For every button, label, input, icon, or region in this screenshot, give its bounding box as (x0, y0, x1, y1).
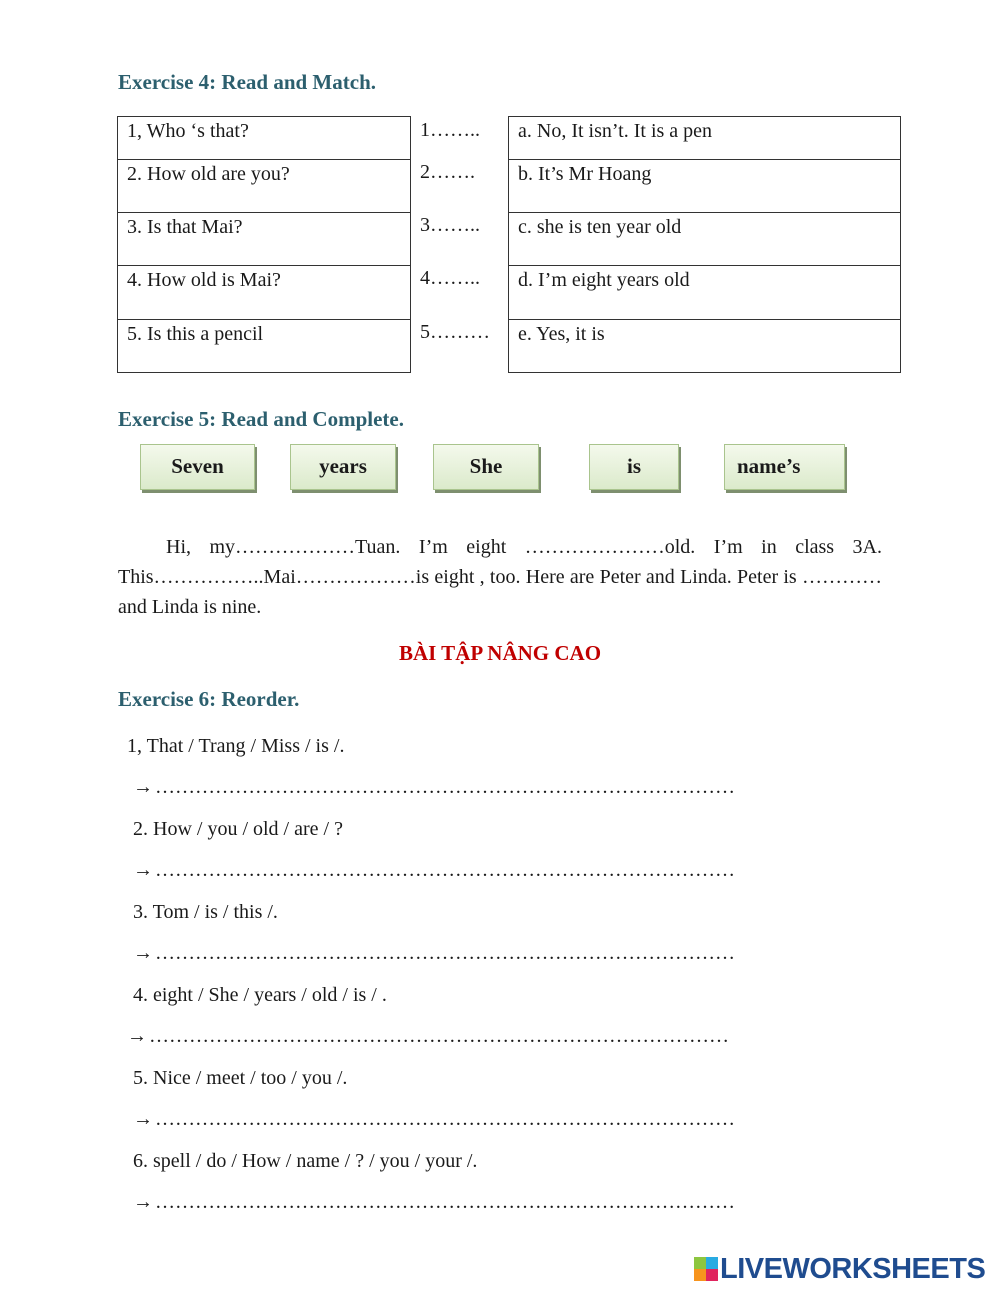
answer-text: a. No, It isn’t. It is a pen (518, 120, 713, 142)
completion-paragraph (118, 532, 882, 622)
completion-text: Hi, my………………Tuan. I’m eight …………………old. I’m in class 3A. This……………..Mai………………is eight , too. Here are Peter and Linda. Peter is …………and Linda is nine. (118, 536, 882, 618)
reorder-item-6: 6. spell / do / How / name / ? / you / your /. (133, 1150, 478, 1172)
answer-text: c. she is ten year old (518, 216, 682, 238)
answer-line-1[interactable] (133, 776, 735, 799)
word-card-seven[interactable]: Seven (140, 444, 255, 490)
arrow-right-icon: → (133, 1191, 153, 1213)
answer-row (509, 319, 900, 373)
answers-box (508, 116, 901, 373)
answer-text: d. I’m eight years old (518, 269, 690, 291)
word-card-names[interactable]: name’s (724, 444, 845, 490)
exercise-4-title: Exercise 4: Read and Match. (118, 70, 376, 94)
logo-text: LIVEWORKSHEETS (720, 1252, 986, 1285)
question-text: 4. How old is Mai? (127, 269, 281, 291)
answer-text: e. Yes, it is (518, 323, 605, 345)
answer-row (509, 159, 900, 213)
match-blank-4[interactable]: 4…….. (420, 267, 480, 289)
answer-line-3[interactable] (133, 942, 735, 965)
logo-mark-icon (694, 1257, 718, 1281)
answer-line-5[interactable] (133, 1108, 735, 1131)
word-card-is[interactable]: is (589, 444, 679, 490)
question-row (118, 265, 410, 319)
reorder-item-5: 5. Nice / meet / too / you /. (133, 1067, 348, 1089)
match-blank-1[interactable]: 1…….. (420, 119, 480, 141)
answer-row (509, 265, 900, 319)
question-text: 5. Is this a pencil (127, 323, 264, 345)
match-blank-5[interactable]: 5……… (420, 321, 490, 343)
exercise-5-title: Exercise 5: Read and Complete. (118, 407, 404, 431)
answer-text: b. It’s Mr Hoang (518, 163, 652, 185)
word-card-years[interactable]: years (290, 444, 396, 490)
reorder-item-2: 2. How / you / old / are / ? (133, 818, 343, 840)
dotted-line: …………………………………………………………………………… (149, 1025, 729, 1047)
match-blank-3[interactable]: 3…….. (420, 214, 480, 236)
reorder-item-3: 3. Tom / is / this /. (133, 901, 278, 923)
dotted-line: …………………………………………………………………………… (155, 1191, 735, 1213)
word-card-she[interactable]: She (433, 444, 539, 490)
reorder-item-1: 1, That / Trang / Miss / is /. (127, 735, 345, 757)
arrow-right-icon: → (133, 859, 153, 881)
dotted-line: …………………………………………………………………………… (155, 859, 735, 881)
reorder-item-4: 4. eight / She / years / old / is / . (133, 984, 387, 1006)
arrow-right-icon: → (127, 1025, 147, 1047)
question-row (118, 212, 410, 266)
liveworksheets-logo (694, 1254, 985, 1284)
question-row (118, 117, 410, 159)
arrow-right-icon: → (133, 942, 153, 964)
answer-line-2[interactable] (133, 859, 735, 882)
question-row (118, 159, 410, 213)
answer-line-4[interactable] (127, 1025, 729, 1048)
arrow-right-icon: → (133, 776, 153, 798)
dotted-line: …………………………………………………………………………… (155, 1108, 735, 1130)
exercise-6-title: Exercise 6: Reorder. (118, 687, 300, 711)
arrow-right-icon: → (133, 1108, 153, 1130)
question-text: 3. Is that Mai? (127, 216, 243, 238)
advanced-section-title: BÀI TẬP NÂNG CAO (398, 641, 602, 665)
match-blank-2[interactable]: 2……. (420, 161, 475, 183)
question-row (118, 319, 410, 373)
question-text: 2. How old are you? (127, 163, 290, 185)
answer-row (509, 212, 900, 266)
questions-box (117, 116, 411, 373)
dotted-line: …………………………………………………………………………… (155, 776, 735, 798)
dotted-line: …………………………………………………………………………… (155, 942, 735, 964)
answer-row (509, 117, 900, 159)
question-text: 1, Who ‘s that? (127, 120, 249, 142)
answer-line-6[interactable] (133, 1191, 735, 1214)
